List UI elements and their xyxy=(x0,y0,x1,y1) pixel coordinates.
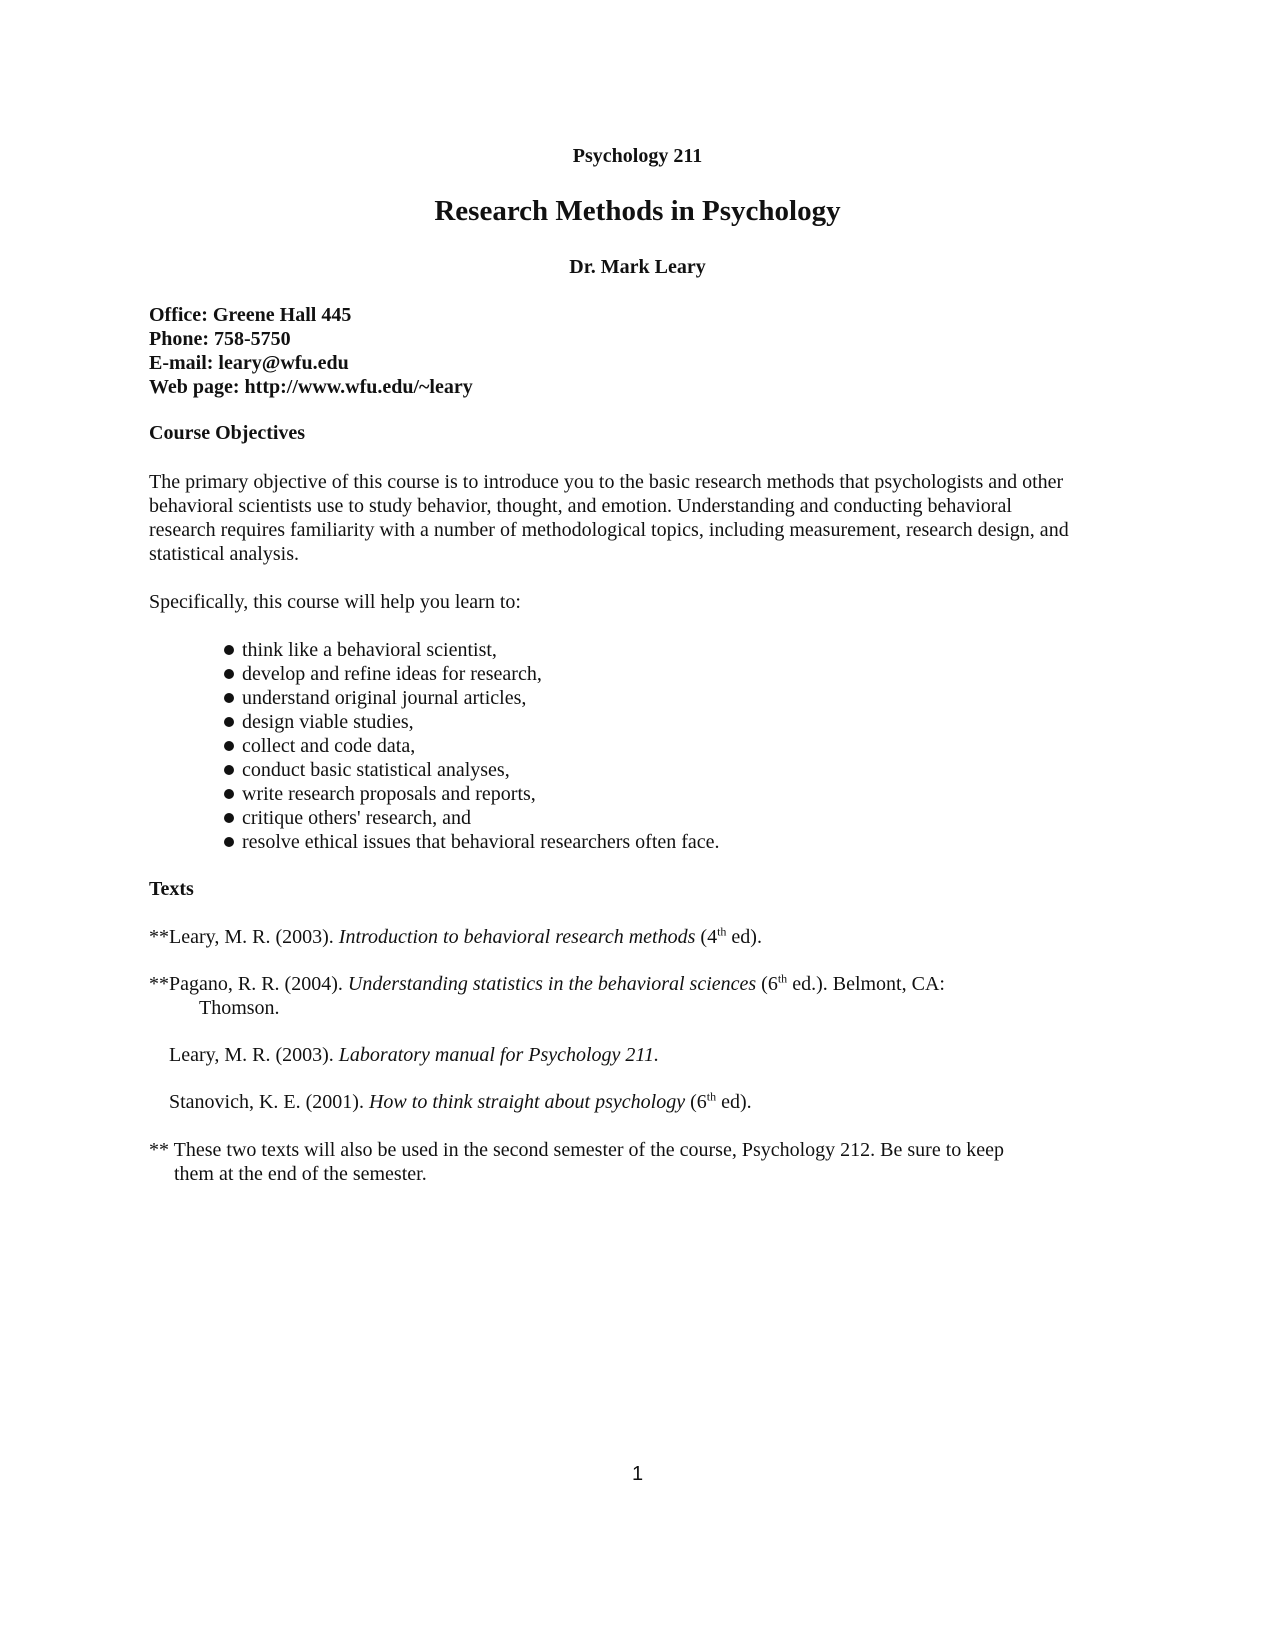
bullet-icon xyxy=(224,717,234,727)
reference-prefix: **Leary, M. R. (2003). xyxy=(149,926,339,948)
reference-title: Understanding statistics in the behavioral sciences xyxy=(347,973,757,995)
list-item-text: collect and code data, xyxy=(242,735,416,757)
reference-edition-suffix: th xyxy=(717,924,727,939)
list-item-text: resolve ethical issues that behavioral researchers often face. xyxy=(242,831,720,853)
objectives-list xyxy=(224,638,720,854)
bullet-icon xyxy=(224,741,234,751)
list-item xyxy=(224,806,720,830)
reference-edition-end: ed.). Belmont, CA: xyxy=(787,973,945,995)
list-item xyxy=(224,782,720,806)
bullet-icon xyxy=(224,765,234,775)
footnote-line: ** These two texts will also be used in the second semester of the course, Psychology 212. Be sure to keep xyxy=(149,1139,1005,1161)
phone-line: Phone: 758-5750 xyxy=(149,328,291,350)
reference-prefix: **Pagano, R. R. (2004). xyxy=(149,973,348,995)
reference-leary-methods xyxy=(149,925,762,949)
paragraph-line: behavioral scientists use to study behavior, thought, and emotion. Understanding and conducting behavioral xyxy=(149,495,1012,517)
reference-edition: (4 xyxy=(695,926,718,948)
reference-pagano xyxy=(149,972,945,1020)
reference-edition-end: ed). xyxy=(716,1091,752,1113)
paragraph-line: statistical analysis. xyxy=(149,543,299,565)
reference-stanovich xyxy=(169,1090,752,1114)
list-item xyxy=(224,758,720,782)
web-page-line: Web page: http://www.wfu.edu/~leary xyxy=(149,376,473,398)
reference-title: Laboratory manual for Psychology 211. xyxy=(338,1044,659,1066)
list-item xyxy=(224,710,720,734)
reference-prefix: Leary, M. R. (2003). xyxy=(169,1044,339,1066)
bullet-icon xyxy=(224,669,234,679)
list-item xyxy=(224,638,720,662)
list-item-text: develop and refine ideas for research, xyxy=(242,663,542,685)
page-number: 1 xyxy=(631,1463,644,1485)
bullet-icon xyxy=(224,813,234,823)
office-line: Office: Greene Hall 445 xyxy=(149,304,352,326)
list-item-text: understand original journal articles, xyxy=(242,687,527,709)
texts-footnote xyxy=(149,1138,1004,1186)
list-item-text: critique others' research, and xyxy=(242,807,472,829)
reference-continuation: Thomson. xyxy=(199,997,280,1019)
reference-title: Introduction to behavioral research methods xyxy=(338,926,696,948)
bullet-icon xyxy=(224,789,234,799)
reference-edition: (6 xyxy=(685,1091,707,1113)
objectives-intro: Specifically, this course will help you learn to: xyxy=(149,591,521,613)
reference-edition-suffix: th xyxy=(706,1089,717,1104)
reference-title: How to think straight about psychology xyxy=(368,1091,686,1113)
list-item-text: design viable studies, xyxy=(242,711,414,733)
bullet-icon xyxy=(224,837,234,847)
email-line: E-mail: leary@wfu.edu xyxy=(149,352,349,374)
reference-edition-suffix: th xyxy=(777,971,788,986)
list-item-text: conduct basic statistical analyses, xyxy=(242,759,510,781)
list-item xyxy=(224,830,720,854)
bullet-icon xyxy=(224,693,234,703)
course-title: Research Methods in Psychology xyxy=(434,195,841,227)
objectives-heading: Course Objectives xyxy=(149,422,306,444)
contact-block xyxy=(149,303,473,399)
bullet-icon xyxy=(224,645,234,655)
footnote-line: them at the end of the semester. xyxy=(174,1163,427,1185)
objectives-paragraph xyxy=(149,470,1069,566)
list-item xyxy=(224,686,720,710)
list-item-text: write research proposals and reports, xyxy=(242,783,536,805)
list-item-text: think like a behavioral scientist, xyxy=(242,639,497,661)
list-item xyxy=(224,662,720,686)
texts-heading: Texts xyxy=(149,878,194,900)
list-item xyxy=(224,734,720,758)
instructor-name: Dr. Mark Leary xyxy=(569,256,706,278)
reference-edition-end: ed). xyxy=(726,926,762,948)
paragraph-line: research requires familiarity with a number of methodological topics, including measurement, research design, and xyxy=(149,519,1069,541)
course-number: Psychology 211 xyxy=(572,145,703,167)
reference-leary-manual xyxy=(169,1043,659,1067)
reference-edition: (6 xyxy=(756,973,778,995)
reference-prefix: Stanovich, K. E. (2001). xyxy=(169,1091,369,1113)
paragraph-line: The primary objective of this course is to introduce you to the basic research methods that psychologists and other xyxy=(149,471,1064,493)
